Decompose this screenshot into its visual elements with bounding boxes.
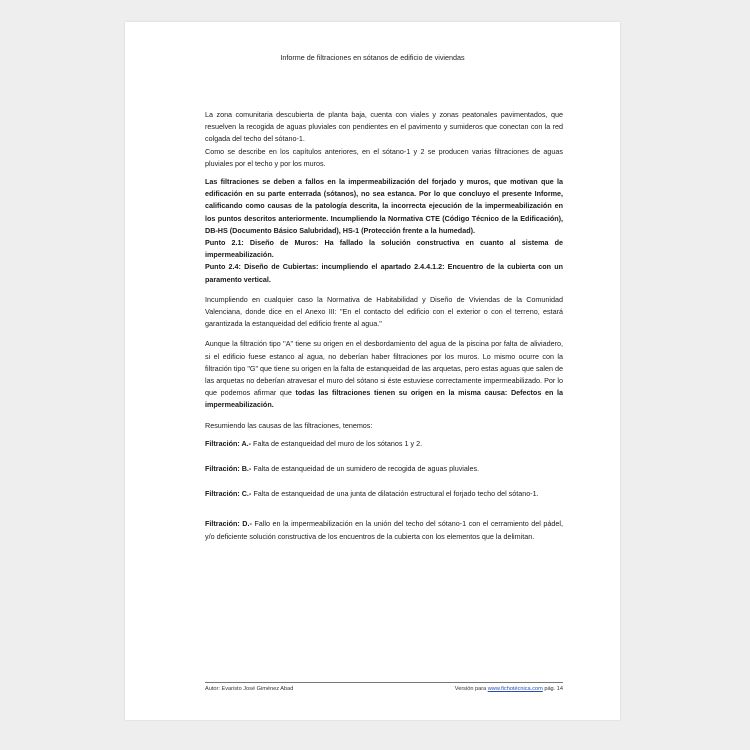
conclusion-paragraph: Las filtraciones se deben a fallos en la impermeabilización del forjado y muros, que motivan que la edificación en su parte enterrada (sótanos), no sea estanca. Por lo que concluyo el presente Informe, calificando como causas de la patología descrita, la incorrecta ejecución de la impermeabilización en los puntos descritos anteriormente. Incumpliendo la Normativa CTE (Código Técnico de la Edificación), DB-HS (Documento Básico Salubridad), HS-1 (Protección frente a la humedad).: [205, 177, 563, 235]
summary-intro: Resumiendo las causas de las filtraciones, tenemos:: [205, 420, 373, 430]
footer-author: Autor: Evaristo José Giménez Abad: [205, 686, 294, 692]
filtration-text: Falta de estanqueidad de un sumidero de recogida de aguas pluviales.: [251, 464, 480, 474]
footer-version: [455, 686, 563, 692]
paragraph: [205, 338, 563, 411]
document-page: [125, 22, 620, 720]
page-header: Informe de filtraciones en sótanos de edificio de viviendas: [280, 53, 465, 62]
paragraph-bold-text: todas las filtraciones tienen su origen en la misma causa: Defectos en la impermeabilización.: [205, 388, 563, 410]
filtration-text: Falta de estanqueidad de una junta de dilatación estructural el forjado techo del sótano-1.: [251, 489, 539, 499]
filtration-item: [205, 438, 563, 450]
filtration-label: Filtración: B.-: [205, 464, 252, 474]
point-2-1: Punto 2.1: Diseño de Muros: Ha fallado la solución constructiva en cuanto al sistema de impermeabilización.: [205, 238, 563, 260]
paragraph-text: Aunque la filtración tipo "A" tiene su origen en el desbordamiento del agua de la piscina por falta de aliviadero, si el edificio fuese estanco al agua, no deberían haber filtraciones por los muros. Lo mismo ocurre con la filtración tipo "G" que tiene su origen en la falta de estanqueidad de las arquetas, pero estas aguas que salen de las arquetas no deberían atravesar el muro del sótano si éste estuviese correctamente impermeabilizado. Por lo que podemos afirmar que: [205, 339, 563, 398]
filtration-label: Filtración: D.-: [205, 519, 252, 529]
filtration-item: [205, 518, 563, 542]
filtration-label: Filtración: C.-: [205, 489, 252, 499]
filtration-label: Filtración: A.-: [205, 438, 252, 448]
paragraph: Incumpliendo en cualquier caso la Normativa de Habitabilidad y Diseño de Viviendas de la Comunidad Valenciana, donde dice en el Anexo III: "En el contacto del edificio con el exterior o con el terreno, estará garantizada la estanqueidad del edificio frente al agua.": [205, 294, 563, 329]
paragraph: La zona comunitaria descubierta de planta baja, cuenta con viales y zonas peatonales pavimentados, que resuelven la recogida de aguas pluviales con pendientes en el pavimento y sumideros que conectan con la red colgada del techo del sótano-1.: [205, 110, 563, 144]
footer-link[interactable]: www.fichotécnica.com: [487, 686, 543, 692]
paragraph: Como se describe en los capítulos anteriores, en el sótano-1 y 2 se producen varias filtraciones de aguas pluviales por el techo y por los muros.: [205, 146, 563, 168]
filtration-item: [205, 463, 563, 475]
filtration-text: Fallo en la impermeabilización en la unión del techo del sótano-1 con el cerramiento del pádel, y/o deficiente solución constructiva de los encuentros de la cubierta con los elementos que la delimitan.: [205, 519, 563, 541]
footer-page-number: pág. 14: [542, 686, 563, 692]
document-body: [205, 109, 563, 543]
filtration-text: Falta de estanqueidad del muro de los sótanos 1 y 2.: [251, 438, 423, 448]
footer-version-prefix: Versión para: [454, 686, 488, 692]
page-footer: [205, 682, 563, 692]
point-2-4: Punto 2.4: Diseño de Cubiertas: incumpliendo el apartado 2.4.4.1.2: Encuentro de la cubierta con un paramento vertical.: [205, 262, 563, 284]
filtration-item: [205, 488, 563, 500]
